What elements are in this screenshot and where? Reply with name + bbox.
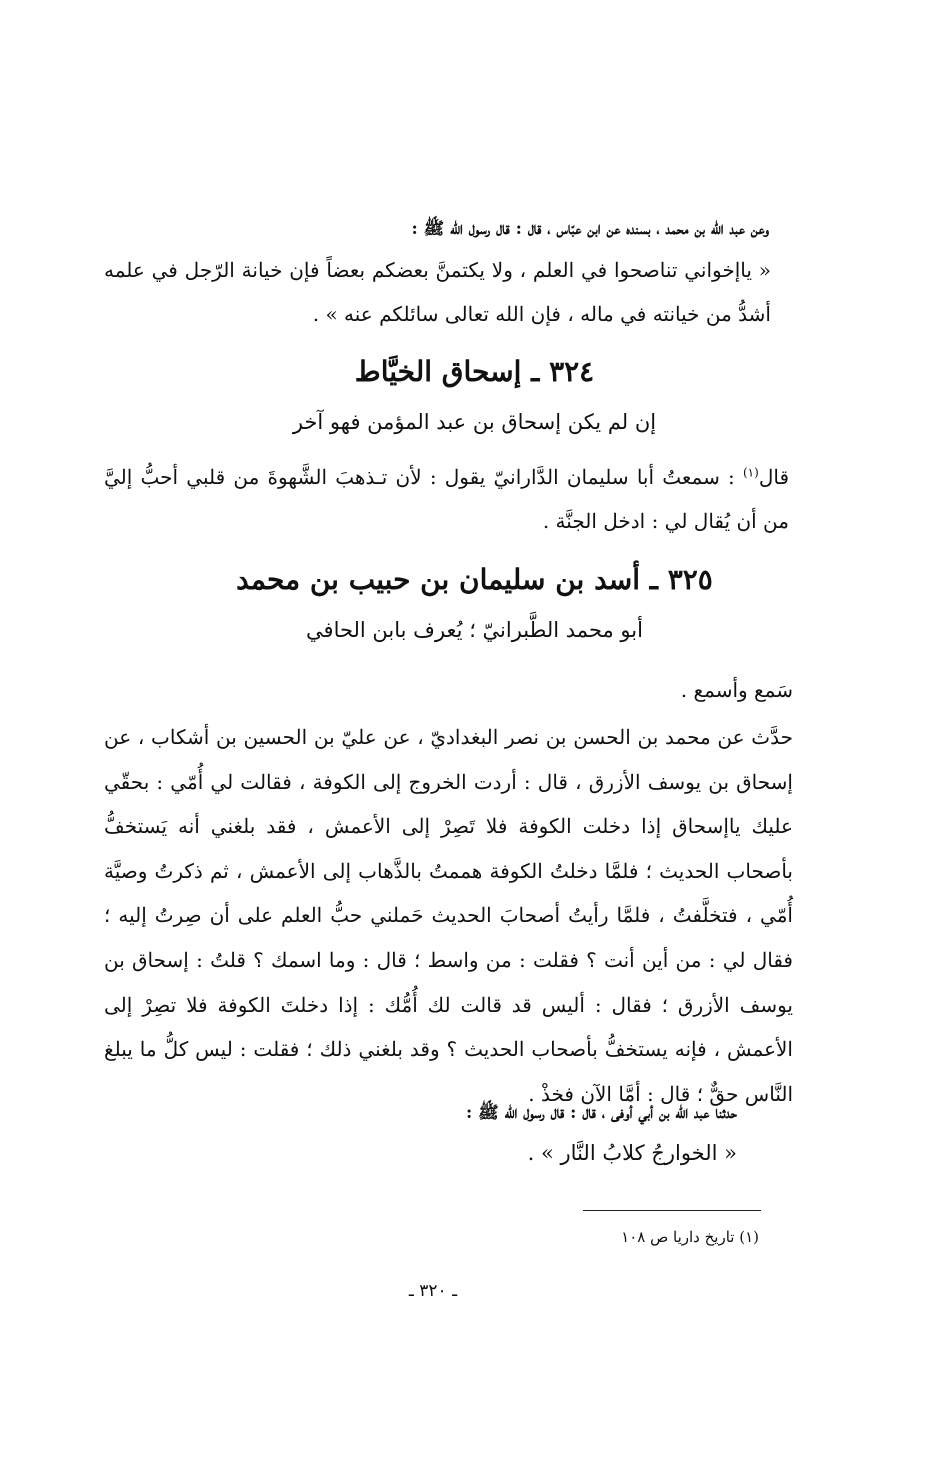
entry-325-subtitle: أبو محمد الطَّبرانيّ ؛ يُعرف بابن الحافي (306, 618, 643, 642)
hadith-quote-2: « الخوارجُ كلابُ النَّار » . (527, 1141, 737, 1165)
footnote-text: (١) تاريخ داريا ص ١٠٨ (621, 1228, 759, 1246)
entry-324-paragraph (104, 455, 789, 543)
entry-324-text-start: قال (758, 465, 789, 489)
entry-325-title: ٣٢٥ ـ أسد بن سليمان بن حبيب بن محمد (236, 563, 713, 596)
hadith-quote-1: « ياإخواني تناصحوا في العلم ، ولا يكتمنَّ بعضكم بعضاً فإن خيانة الرّجل في علمه أشدُّ من خيانته في ماله ، فإن الله تعالى سائلكم عنه » . (104, 258, 771, 326)
entry-324-text-rest: : سمعتُ أبا سليمان الدَّارانيّ يقول : لأن تـذهبَ الشَّهوةَ من قلبي أحبُّ إليَّ من أن يُقال لي : ادخل الجنَّة . (104, 465, 789, 533)
entry-324-title: ٣٢٤ ـ إسحاق الخيَّاط (354, 355, 595, 388)
entry-325-short-line: سَمع وأسمع . (680, 678, 793, 702)
entry-324-subtitle: إن لم يكن إسحاق بن عبد المؤمن فهو آخر (292, 410, 657, 434)
hadith-intro-1: وعن عبد الله بن محمد ، بسنده عن ابن عبّاس ، قال : قال رسول الله ﷺ : (411, 219, 769, 239)
hadith-intro-2: حدثنا عبد الله بن أبي أوفى ، قال : قال رسول الله ﷺ : (465, 1103, 737, 1123)
footnote-reference: (١) (742, 465, 759, 480)
entry-325-main-paragraph: حدَّث عن محمد بن الحسن بن نصر البغداديّ ، عن عليّ بن الحسين بن أشكاب ، عن إسحاق بن يوسف الأزرق ، قال : أردت الخروج إلى الكوفة ، فقالت لي أُمّي : بحقّي عليك ياإسحاق إذا دخلت الكوفة فلا تَصِرْ إلى الأعمش ، فقد بلغني أنه يَستخفُّ بأصحاب الحديث ؛ فلمَّا دخلتُ الكوفة هممتُ بالذَّهاب إلى الأعمش ، ثم ذكرتُ وصيَّة أُمّي ، فتخلَّفتُ ، فلمَّا رأيتُ أصحابَ الحديث حَملني حبُّ العلم على أن صِرتُ إليه ؛ فقال لي : من أين أنت ؟ فقلت : من واسط ؛ قال : وما اسمك ؟ قلتُ : إسحاق بن يوسف الأزرق ؛ فقال : أليس قد قالت لك أُمُّك : إذا دخلتَ الكوفة فلا تصِرْ إلى الأعمش ، فإنه يستخفُّ بأصحاب الحديث ؟ وقد بلغني ذلك ؛ فقلت : ليس كلُّ ما يبلغ النَّاس حقٌّ ؛ قال : أمَّا الآن فخذْ . (104, 725, 793, 1106)
footnote-separator (583, 1210, 761, 1211)
page-number: ـ ٣٢٠ ـ (408, 1281, 458, 1301)
